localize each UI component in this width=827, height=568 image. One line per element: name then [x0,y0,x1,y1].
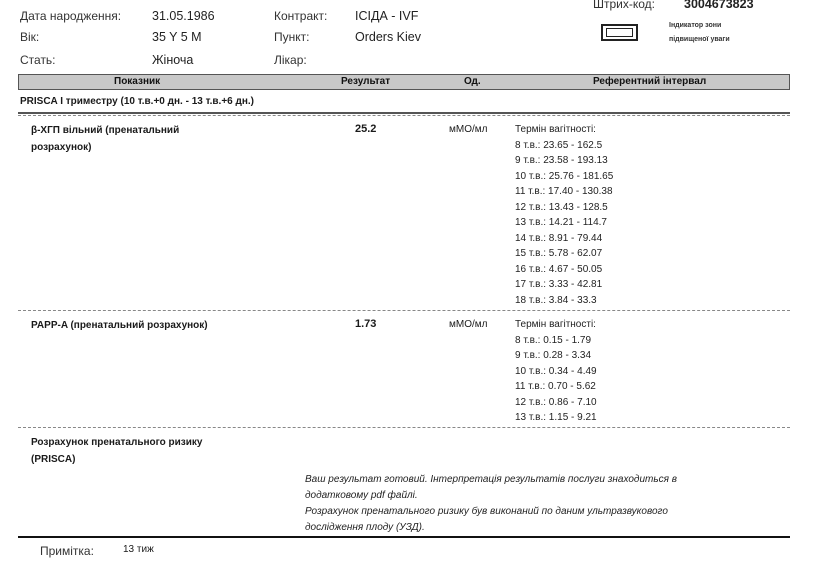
risk-title-line1: Розрахунок пренатального ризику [31,437,203,448]
remark-value: 13 тиж [123,544,154,555]
reference-line: 12 т.в.: 0.86 - 7.10 [515,396,597,408]
reference-line: 11 т.в.: 17.40 - 130.38 [515,186,613,197]
point-value: Orders Kiev [355,30,421,44]
reference-line: 9 т.в.: 0.28 - 3.34 [515,350,592,361]
reference-line: 8 т.в.: 23.65 - 162.5 [515,139,603,151]
risk-title-line2: (PRISCA) [31,454,76,465]
reference-line: 16 т.в.: 4.67 - 50.05 [515,263,603,275]
sex-label: Стать: [20,53,56,67]
reference-line: 14 т.в.: 8.91 - 79.44 [515,232,603,244]
risk-note-line: додатковому pdf файлі. [305,490,418,501]
contract-value: ICIДА - IVF [355,9,419,23]
reference-line: 18 т.в.: 3.84 - 33.3 [515,294,597,306]
reference-line: 11 т.в.: 0.70 - 5.62 [515,381,596,392]
reference-line: 12 т.в.: 13.43 - 128.5 [515,201,608,213]
header-unit: Од. [464,76,481,87]
row-divider [18,427,790,428]
risk-note-line: дослідження плоду (УЗД). [305,522,425,533]
attention-indicator-box [601,24,638,41]
section-divider-bottom [18,115,790,116]
contract-label: Контракт: [274,9,328,23]
age-label: Вік: [20,30,40,44]
dob-value: 31.05.1986 [152,9,215,23]
risk-note-line: Розрахунок пренатального ризику був виконаний по даним ультразвукового [305,506,668,517]
header-indicator: Показник [114,76,161,87]
footer-divider [18,536,790,538]
indicator-caption-line2: підвищеної уваги [669,36,730,43]
reference-line: 17 т.в.: 3.33 - 42.81 [515,279,603,290]
reference-line: Термін вагітності: [515,319,596,330]
reference-line: 13 т.в.: 14.21 - 114.7 [515,217,607,228]
remark-label: Примітка: [40,544,94,558]
indicator-caption-line1: Індикатор зони [669,22,722,29]
sex-value: Жіноча [152,53,194,67]
row-papp-a-unit: мМО/мл [449,319,488,330]
reference-line: 8 т.в.: 0.15 - 1.79 [515,334,592,346]
risk-note [305,472,677,536]
dob-label: Дата народження: [20,9,122,23]
row-beta-hcg-name-line2: розрахунок) [31,142,92,153]
row-papp-a-reference [515,317,597,426]
header-result: Результат [341,76,391,87]
row-beta-hcg-name-line1: β-ХГП вільний (пренатальний [31,125,180,136]
reference-line: Термін вагітності: [515,124,596,135]
row-papp-a-result: 1.73 [355,318,377,330]
reference-line: 10 т.в.: 0.34 - 4.49 [515,365,597,377]
row-papp-a-name: PAPP-A (пренатальний розрахунок) [31,320,208,331]
reference-line: 15 т.в.: 5.78 - 62.07 [515,248,603,259]
row-beta-hcg-reference [515,122,613,308]
reference-line: 9 т.в.: 23.58 - 193.13 [515,155,608,166]
barcode-value: 3004673823 [684,0,754,11]
doctor-label: Лікар: [274,53,307,67]
reference-line: 10 т.в.: 25.76 - 181.65 [515,170,614,182]
section-divider-top [18,112,790,114]
row-beta-hcg-unit: мМО/мл [449,124,488,135]
age-value: 35 Y 5 M [152,30,202,44]
header-reference: Референтний інтервал [593,76,707,87]
reference-line: 13 т.в.: 1.15 - 9.21 [515,412,597,423]
point-label: Пункт: [274,30,310,44]
row-beta-hcg-result: 25.2 [355,123,377,135]
risk-note-line: Ваш результат готовий. Інтерпретація результатів послуги знаходиться в [305,474,677,485]
row-divider [18,310,790,311]
barcode-label: Штрих-код: [593,0,655,11]
section-title: PRISCA I триместру (10 т.в.+0 дн. - 13 т.в.+6 дн.) [20,96,254,107]
